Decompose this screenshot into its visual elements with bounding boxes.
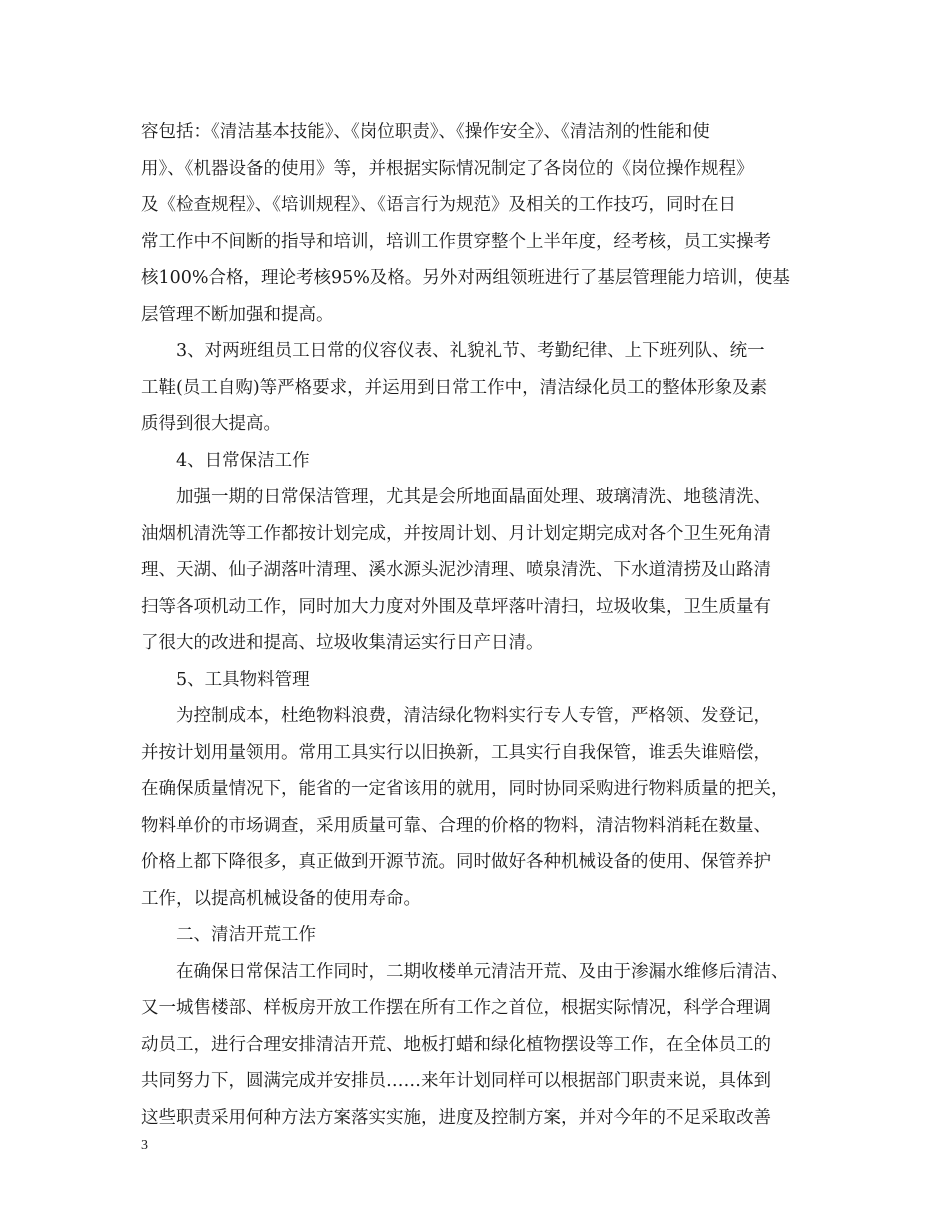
paragraph-line: 又一城售楼部、样板房开放工作摆在所有工作之首位，根据实际情况，科学合理调 [141, 998, 771, 1018]
paragraph-line: 并按计划用量领用。常用工具实行以旧换新，工具实行自我保管，谁丢失谁赔偿， [141, 742, 771, 763]
paragraph-line: 5、工具物料管理 [176, 669, 310, 690]
paragraph-line: 扫等各项机动工作，同时加大力度对外围及草坪落叶清扫，垃圾收集，卫生质量有 [141, 596, 771, 617]
paragraph-line: 加强一期的日常保洁管理，尤其是会所地面晶面处理、玻璃清洗、地毯清洗、 [176, 487, 771, 507]
paragraph-line: 用》、《机器设备的使用》等，并根据实际情况制定了各岗位的《岗位操作规程》 [141, 158, 754, 179]
paragraph-line: 层管理不断加强和提高。 [141, 304, 334, 325]
paragraph-line: 容包括：《清洁基本技能》、《岗位职责》、《操作安全》、《清洁剂的性能和使 [141, 122, 710, 142]
paragraph-line: 质得到很大提高。 [141, 414, 281, 434]
paragraph-line: 在确保日常保洁工作同时，二期收楼单元清洁开荒、及由于渗漏水维修后清洁、 [176, 961, 789, 982]
paragraph-line: 核100%合格，理论考核95%及格。另外对两组领班进行了基层管理能力培训，使基 [141, 268, 790, 288]
paragraph-line: 为控制成本，杜绝物料浪费，清洁绿化物料实行专人专管，严格领、发登记， [176, 706, 771, 726]
paragraph-line: 4、日常保洁工作 [176, 450, 310, 471]
page-number: 3 [141, 1138, 148, 1153]
paragraph-line: 了很大的改进和提高、垃圾收集清运实行日产日清。 [141, 633, 544, 653]
paragraph-line: 价格上都下降很多，真正做到开源节流。同时做好各种机械设备的使用、保管养护 [141, 852, 771, 872]
paragraph-line: 二、清洁开荒工作 [176, 925, 316, 945]
document-body [141, 114, 831, 1136]
paragraph-line: 油烟机清洗等工作都按计划完成，并按周计划、月计划定期完成对各个卫生死角清 [141, 523, 771, 544]
paragraph-line: 理、天湖、仙子湖落叶清理、溪水源头泥沙清理、喷泉清洗、下水道清捞及山路清 [141, 560, 771, 580]
paragraph-line: 及《检查规程》、《培训规程》、《语言行为规范》及相关的工作技巧，同时在日 [141, 195, 736, 215]
paragraph-line: 物料单价的市场调查，采用质量可靠、合理的价格的物料，清洁物料消耗在数量、 [141, 815, 771, 836]
paragraph-line: 这些职责采用何种方法方案落实实施，进度及控制方案，并对今年的不足采取改善 [141, 1107, 771, 1128]
paragraph-line: 常工作中不间断的指导和培训，培训工作贯穿整个上半年度，经考核，员工实操考 [141, 231, 771, 252]
paragraph-line: 3、对两班组员工日常的仪容仪表、礼貌礼节、考勤纪律、上下班列队、统一 [176, 341, 765, 361]
paragraph-line: 工作，以提高机械设备的使用寿命。 [141, 888, 421, 909]
paragraph-line: 共同努力下，圆满完成并安排员……来年计划同样可以根据部门职责来说，具体到 [141, 1071, 771, 1091]
paragraph-line: 在确保质量情况下，能省的一定省该用的就用，同时协同采购进行物料质量的把关， [141, 779, 789, 799]
paragraph-line: 工鞋(员工自购)等严格要求，并运用到日常工作中，清洁绿化员工的整体形象及素 [141, 377, 768, 398]
paragraph-line: 动员工，进行合理安排清洁开荒、地板打蜡和绿化植物摆设等工作，在全体员工的 [141, 1034, 771, 1055]
